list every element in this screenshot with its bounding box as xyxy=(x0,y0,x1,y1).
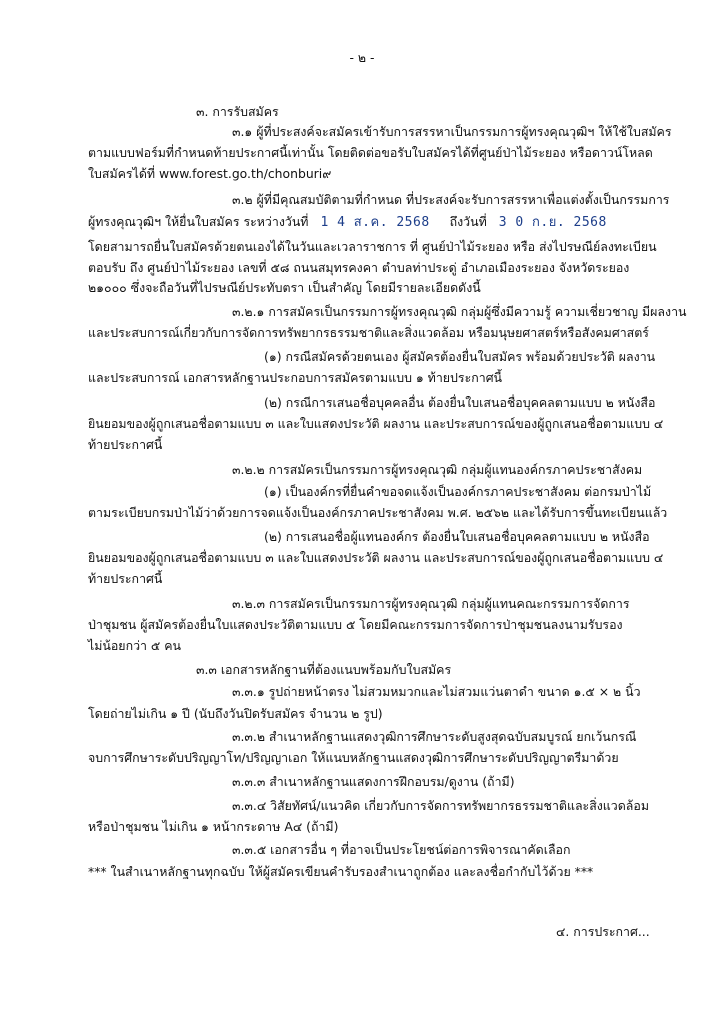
date-line-prefix: ผู้ทรงคุณวุฒิฯ ให้ยื่นใบสมัคร ระหว่างวันที่ xyxy=(88,214,309,229)
item-3-2-2-1-line-2: ตามระเบียบกรมป่าไม้ว่าด้วยการจดแจ้งเป็นองค์กรภาคประชาสังคม พ.ศ. ๒๕๖๒ และได้รับการขึ้นทะเบียนแล้ว xyxy=(88,505,668,520)
paragraph-3-2-line-3: โดยสามารถยื่นใบสมัครด้วยตนเองได้ในวันและเวลาราชการ ที่ ศูนย์ป่าไม้ระยอง หรือ ส่งไปรษณีย์ลงทะเบียน xyxy=(88,239,657,254)
item-3-3-3: ๓.๓.๓ สำเนาหลักฐานแสดงการฝึกอบรม/ดูงาน (ถ้ามี) xyxy=(232,774,515,789)
item-3-3-1-line-1: ๓.๓.๑ รูปถ่ายหน้าตรง ไม่สวมหมวกและไม่สวมแว่นตาดำ ขนาด ๑.๕ × ๒ นิ้ว xyxy=(232,684,641,699)
paragraph-3-2-date-line xyxy=(88,214,607,231)
paragraph-3-2-3-line-1: ๓.๒.๓ การสมัครเป็นกรรมการผู้ทรงคุณวุฒิ กลุ่มผู้แทนคณะกรรมการจัดการ xyxy=(232,596,630,611)
item-3-2-1-1-line-1: (๑) กรณีสมัครด้วยตนเอง ผู้สมัครต้องยื่นใบสมัคร พร้อมด้วยประวัติ ผลงาน xyxy=(264,349,656,364)
page-number: - ๒ - xyxy=(349,50,375,65)
item-3-3-2-line-2: จบการศึกษาระดับปริญญาโท/ปริญญาเอก ให้แนบหลักฐานแสดงวุฒิการศึกษาระดับปริญญาตรีมาด้วย xyxy=(88,750,619,765)
paragraph-3-1-line-1: ๓.๑ ผู้ที่ประสงค์จะสมัครเข้ารับการสรรหาเป็นกรรมการผู้ทรงคุณวุฒิฯ ให้ใช้ใบสมัคร xyxy=(232,124,672,139)
end-date-stamp: 3 0 ก.ย. 2568 xyxy=(498,215,607,230)
item-3-2-1-2-line-1: (๒) กรณีการเสนอชื่อบุคคลอื่น ต้องยื่นใบเสนอชื่อบุคคลตามแบบ ๒ หนังสือ xyxy=(264,395,656,410)
paragraph-3-2-line-5: ๒๑๐๐๐ ซึ่งจะถือวันที่ไปรษณีย์ประทับตรา เป็นสำคัญ โดยมีรายละเอียดดังนี้ xyxy=(88,280,481,295)
paragraph-3-2-line-1: ๓.๒ ผู้ที่มีคุณสมบัติตามที่กำหนด ที่ประสงค์จะรับการสรรหาเพื่อแต่งตั้งเป็นกรรมการ xyxy=(232,192,670,207)
paragraph-3-2-3-line-2: ป่าชุมชน ผู้สมัครต้องยื่นใบแสดงประวัติตามแบบ ๕ โดยมีคณะกรรมการจัดการป่าชุมชนลงนามรับรอง xyxy=(88,617,623,632)
section-3-3-heading: ๓.๓ เอกสารหลักฐานที่ต้องแนบพร้อมกับใบสมัคร xyxy=(196,662,452,677)
next-page-reference: ๔. การประกาศ... xyxy=(556,924,650,939)
paragraph-3-1-line-2: ตามแบบฟอร์มที่กำหนดท้ายประกาศนี้เท่านั้น โดยติดต่อขอรับใบสมัครได้ที่ศูนย์ป่าไม้ระยอง หรือดาวน์โหลด xyxy=(88,145,653,160)
paragraph-3-2-2-heading: ๓.๒.๒ การสมัครเป็นกรรมการผู้ทรงคุณวุฒิ กลุ่มผู้แทนองค์กรภาคประชาสังคม xyxy=(232,462,643,477)
item-3-2-2-2-line-1: (๒) การเสนอชื่อผู้แทนองค์กร ต้องยื่นใบเสนอชื่อบุคคลตามแบบ ๒ หนังสือ xyxy=(264,529,650,544)
certification-note: *** ในสำเนาหลักฐานทุกฉบับ ให้ผู้สมัครเขียนคำรับรองสำเนาถูกต้อง และลงชื่อกำกับไว้ด้วย *** xyxy=(88,864,594,879)
item-3-2-2-2-line-2: ยินยอมของผู้ถูกเสนอชื่อตามแบบ ๓ และใบแสดงประวัติ ผลงาน และประสบการณ์ของผู้ถูกเสนอชื่อตามแบบ ๔ xyxy=(88,550,664,565)
item-3-2-1-1-line-2: และประสบการณ์ เอกสารหลักฐานประกอบการสมัครตามแบบ ๑ ท้ายประกาศนี้ xyxy=(88,370,503,385)
paragraph-3-1-line-3: ใบสมัครได้ที่ www.forest.go.th/chonburi๙ xyxy=(88,166,332,181)
item-3-2-2-1-line-1: (๑) เป็นองค์กรที่ยื่นคำขอจดแจ้งเป็นองค์กรภาคประชาสังคม ต่อกรมป่าไม้ xyxy=(264,484,652,499)
paragraph-3-2-1-line-1: ๓.๒.๑ การสมัครเป็นกรรมการผู้ทรงคุณวุฒิ กลุ่มผู้ซึ่งมีความรู้ ความเชี่ยวชาญ มีผลงาน xyxy=(232,304,687,319)
paragraph-3-2-3-line-3: ไม่น้อยกว่า ๕ คน xyxy=(88,638,182,653)
item-3-3-4-line-1: ๓.๓.๔ วิสัยทัศน์/แนวคิด เกี่ยวกับการจัดการทรัพยากรธรรมชาติและสิ่งแวดล้อม xyxy=(232,798,649,813)
item-3-3-1-line-2: โดยถ่ายไม่เกิน ๑ ปี (นับถึงวันปิดรับสมัคร จำนวน ๒ รูป) xyxy=(88,706,383,721)
paragraph-3-2-1-line-2: และประสบการณ์เกี่ยวกับการจัดการทรัพยากรธรรมชาติและสิ่งแวดล้อม หรือมนุษยศาสตร์หรือสังคมศาสตร์ xyxy=(88,325,649,340)
item-3-3-2-line-1: ๓.๓.๒ สำเนาหลักฐานแสดงวุฒิการศึกษาระดับสูงสุดฉบับสมบูรณ์ ยกเว้นกรณี xyxy=(232,729,637,744)
item-3-3-4-line-2: หรือป่าชุมชน ไม่เกิน ๑ หน้ากระดาษ A๔ (ถ้ามี) xyxy=(88,819,339,834)
section-3-heading: ๓. การรับสมัคร xyxy=(196,104,279,119)
item-3-3-5: ๓.๓.๕ เอกสารอื่น ๆ ที่อาจเป็นประโยชน์ต่อการพิจารณาคัดเลือก xyxy=(232,842,571,857)
paragraph-3-2-line-4: ตอบรับ ถึง ศูนย์ป่าไม้ระยอง เลขที่ ๕๘ ถนนสมุทรคงคา ตำบลท่าประดู่ อำเภอเมืองระยอง จังหวัดระยอง xyxy=(88,260,630,275)
item-3-2-2-2-line-3: ท้ายประกาศนี้ xyxy=(88,571,163,586)
start-date-stamp: 1 4 ส.ค. 2568 xyxy=(320,215,430,230)
item-3-2-1-2-line-2: ยินยอมของผู้ถูกเสนอชื่อตามแบบ ๓ และใบแสดงประวัติ ผลงาน และประสบการณ์ของผู้ถูกเสนอชื่อตามแบบ ๔ xyxy=(88,416,664,431)
item-3-2-1-2-line-3: ท้ายประกาศนี้ xyxy=(88,437,163,452)
date-line-middle: ถึงวันที่ xyxy=(449,214,487,229)
